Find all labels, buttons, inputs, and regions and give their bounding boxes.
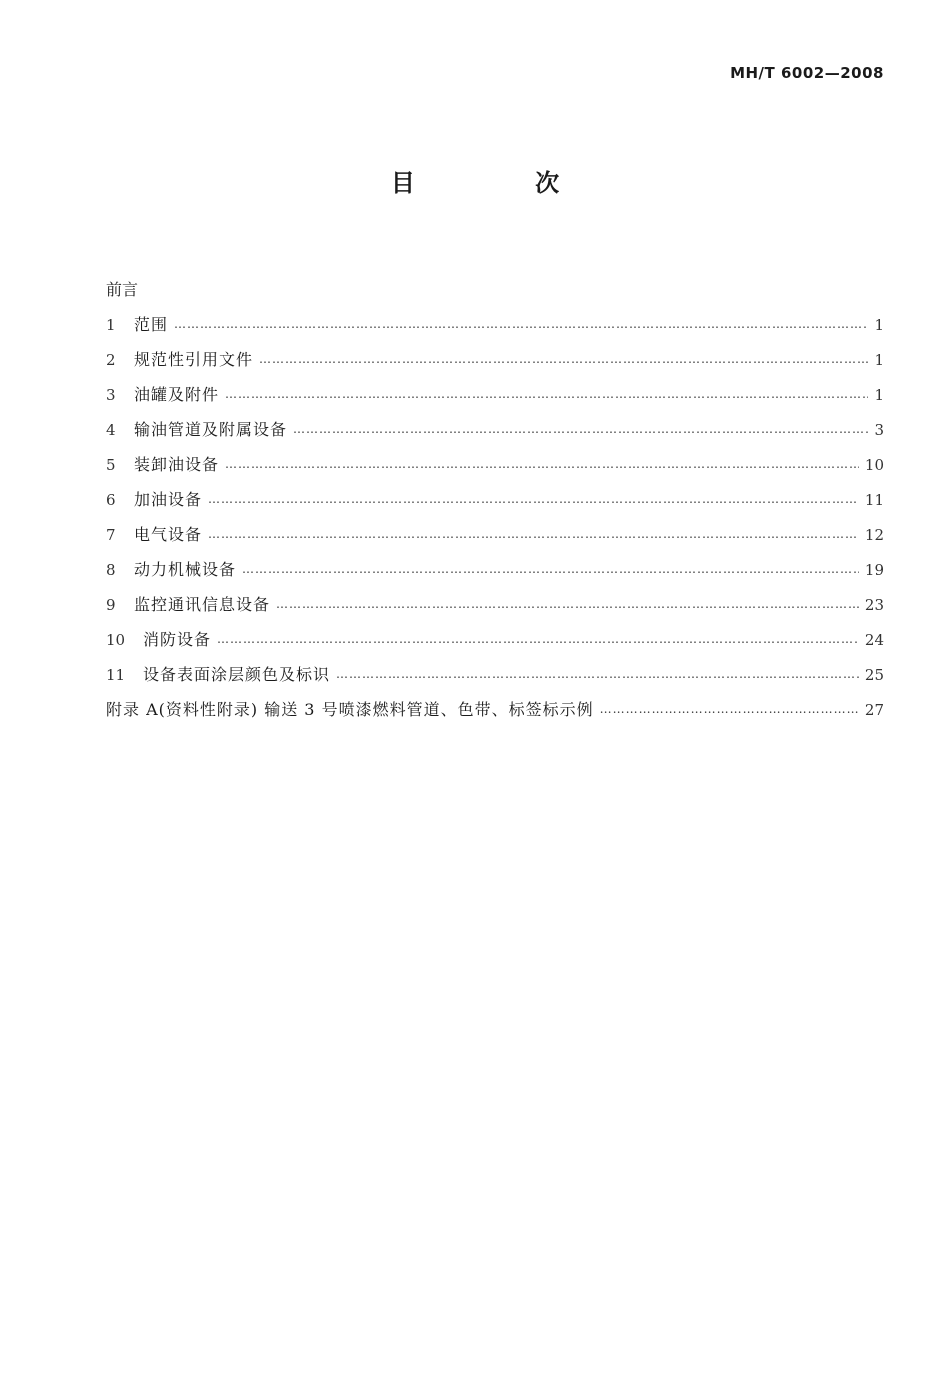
toc-entry-label: 加油设备 — [134, 490, 203, 509]
toc-leader-dots — [276, 589, 859, 619]
toc-entry-11[interactable] — [106, 660, 884, 695]
toc-entry-page: 27 — [864, 701, 884, 719]
toc-entry-label: 附录 A(资料性附录) 输送 3 号喷漆燃料管道、色带、标签标示例 — [106, 700, 594, 719]
toc-leader-dots — [293, 414, 868, 444]
toc-entry-page: 11 — [864, 491, 884, 509]
toc-entry-8[interactable] — [106, 555, 884, 590]
toc-leader-dots — [208, 484, 859, 514]
toc-leader-dots — [174, 309, 868, 339]
toc-entry-1[interactable] — [106, 310, 884, 345]
toc-entry-number: 1 — [106, 316, 116, 334]
toc-entry-label: 设备表面涂层颜色及标识 — [143, 665, 331, 684]
toc-entry-page: 1 — [874, 316, 884, 334]
toc-leader-dots — [336, 659, 859, 689]
toc-leader-dots — [217, 624, 859, 654]
toc-entry-10[interactable] — [106, 625, 884, 660]
toc-entry-label: 监控通讯信息设备 — [134, 595, 271, 614]
toc-entry-3[interactable] — [106, 380, 884, 415]
toc-entry-page: 12 — [864, 526, 884, 544]
toc-leader-dots — [242, 554, 859, 584]
toc-leader-dots — [208, 519, 859, 549]
toc-entry-number: 10 — [106, 631, 126, 649]
toc-leader-dots — [225, 449, 859, 479]
toc-leader-dots — [600, 694, 859, 724]
table-of-contents — [106, 275, 884, 730]
toc-entry-label: 动力机械设备 — [134, 560, 237, 579]
toc-entry-page: 25 — [864, 666, 884, 684]
toc-entry-page: 19 — [864, 561, 884, 579]
toc-entry-number: 11 — [106, 666, 126, 684]
toc-entry-number: 8 — [106, 561, 116, 579]
toc-preface[interactable]: 前言 — [106, 280, 139, 299]
toc-entry-label: 电气设备 — [134, 525, 203, 544]
toc-entry-page: 1 — [874, 351, 884, 369]
toc-leader-dots — [259, 344, 868, 374]
toc-entry-page: 10 — [864, 456, 884, 474]
toc-entry-page: 23 — [864, 596, 884, 614]
toc-entry-label: 油罐及附件 — [134, 385, 220, 404]
toc-entry-6[interactable] — [106, 485, 884, 520]
toc-entry-number: 5 — [106, 456, 116, 474]
toc-entry-number: 6 — [106, 491, 116, 509]
toc-entry-number: 3 — [106, 386, 116, 404]
toc-entry-page: 3 — [874, 421, 884, 439]
toc-entry-5[interactable] — [106, 450, 884, 485]
toc-entry-number: 4 — [106, 421, 116, 439]
toc-entry-page: 24 — [864, 631, 884, 649]
toc-entry-label: 装卸油设备 — [134, 455, 220, 474]
toc-entry-label: 范围 — [134, 315, 169, 334]
toc-entry-label: 输油管道及附属设备 — [134, 420, 288, 439]
toc-entry-number: 7 — [106, 526, 116, 544]
toc-entry-7[interactable] — [106, 520, 884, 555]
toc-entry-appendix-a[interactable] — [106, 695, 884, 730]
toc-entry-4[interactable] — [106, 415, 884, 450]
page-title: 目 次 — [390, 169, 616, 197]
toc-entry-label: 消防设备 — [143, 630, 212, 649]
standard-code: MH/T 6002—2008 — [730, 64, 884, 82]
toc-entry-label: 规范性引用文件 — [134, 350, 254, 369]
toc-entry-page: 1 — [874, 386, 884, 404]
toc-leader-dots — [225, 379, 868, 409]
toc-entry-number: 2 — [106, 351, 116, 369]
toc-entry-2[interactable] — [106, 345, 884, 380]
toc-entry-number: 9 — [106, 596, 116, 614]
toc-entry-9[interactable] — [106, 590, 884, 625]
